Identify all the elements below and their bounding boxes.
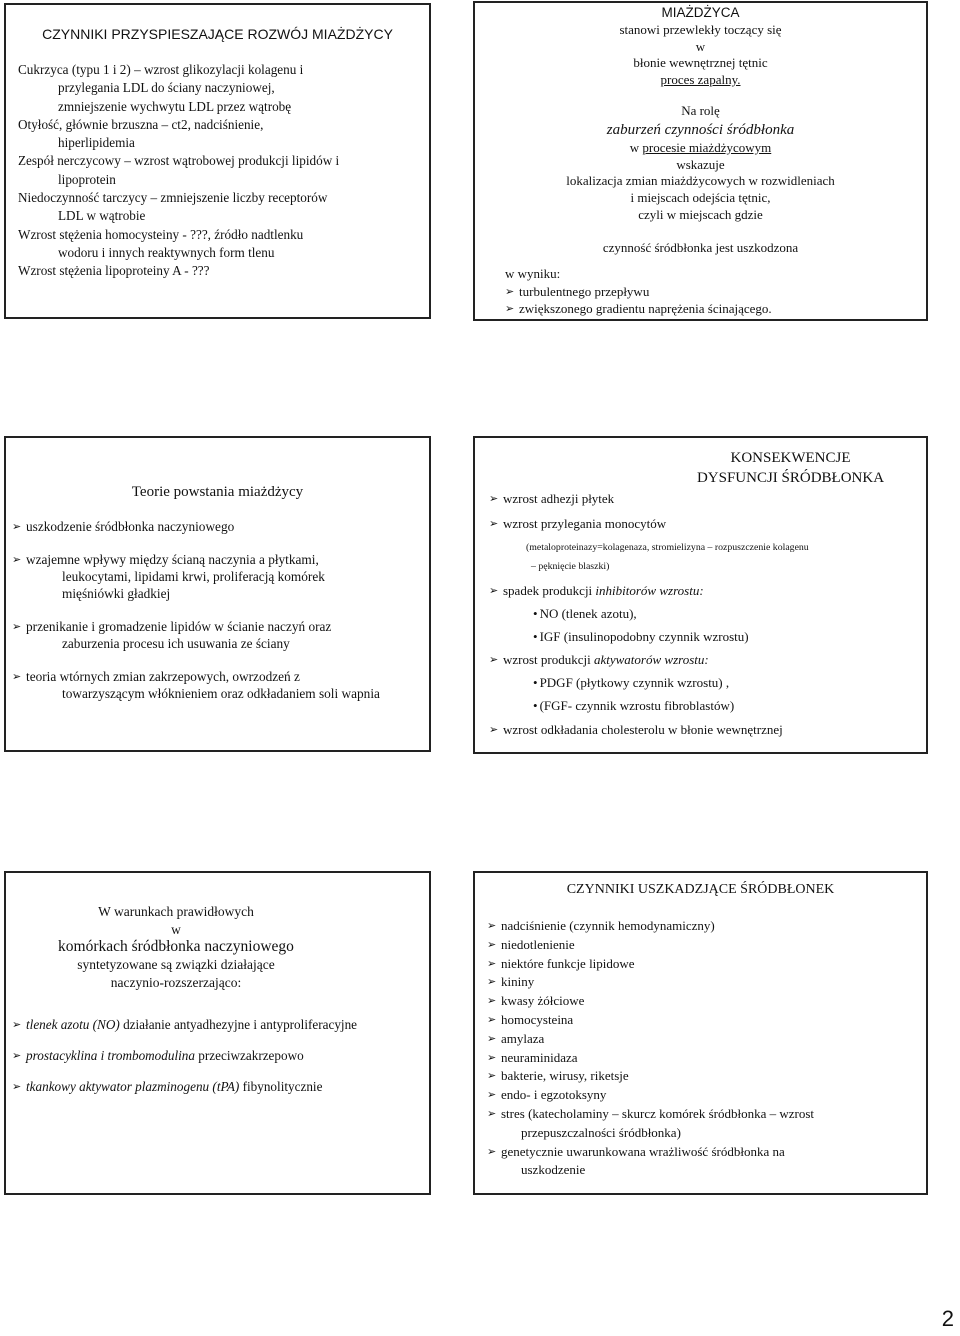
factor-text: uszkodzenie — [521, 1162, 586, 1178]
text-line: lokalizacja zmian miażdżycowych w rozwidleniach — [566, 173, 835, 189]
text-line: w procesie miażdżycowym — [629, 139, 772, 155]
consequence-item: ➢ wzrost adhezji płytek — [489, 490, 922, 508]
text-line: w — [695, 38, 706, 54]
compound-effect: działanie antyadhezyjne i antyproliferacyjne — [119, 1017, 358, 1032]
theory-text: towarzyszącym włóknieniem oraz odkładaniem soli wapnia — [62, 686, 380, 701]
compound-list — [12, 1016, 427, 1109]
risk-factor-line: Zespół nerczycowy – wzrost wątrobowej produkcji lipidów i — [18, 153, 340, 169]
factor-text: ➢ niektóre funkcje lipidowe — [501, 955, 635, 971]
factor-text: ➢ nadciśnienie (czynnik hemodynamiczny) — [501, 918, 715, 933]
note-line: – pęknięcie blaszki) — [531, 561, 610, 572]
risk-factor-line: lipoprotein — [58, 171, 116, 187]
risk-factor-line: Wzrost stężenia lipoproteiny A - ??? — [18, 263, 210, 279]
text-line: proces zapalny. — [660, 72, 741, 88]
factor-text: ➢ bakterie, wirusy, riketsje — [501, 1068, 629, 1084]
factor-text: ➢ homocysteina — [501, 1011, 574, 1027]
damaging-factor-item — [487, 1105, 922, 1143]
damaging-factor-item — [487, 936, 922, 955]
risk-factor-line: Wzrost stężenia homocysteiny - ???, źródło nadtlenku — [18, 226, 304, 242]
damaging-factor-item — [487, 1030, 922, 1049]
theory-text: ➢ uszkodzenie śródbłonka naczyniowego — [26, 519, 235, 534]
slide-title: KONSEKWENCJE — [730, 450, 851, 466]
slide-title: Teorie powstania miażdżycy — [131, 484, 304, 500]
text-line: w wyniku: — [505, 266, 561, 281]
sub-item: • IGF (insulinopodobny czynnik wzrostu) — [489, 628, 922, 646]
factor-text: ➢ kwasy żółciowe — [501, 993, 585, 1009]
damaging-factor-item — [487, 917, 922, 936]
slide-title: MIAŻDŻYCA — [661, 5, 740, 20]
factor-text: ➢ endo- i egzotoksyny — [501, 1087, 607, 1103]
page-number: 2 — [941, 1306, 954, 1331]
risk-factor-list — [18, 61, 423, 281]
theory-text: leukocytami, lipidami krwi, proliferacją komórek — [62, 569, 325, 584]
text-line: W warunkach prawidłowych — [98, 904, 254, 919]
text-line: Na rolę — [681, 102, 720, 118]
consequence-item: ➢ wzrost produkcji aktywatorów wzrostu: — [489, 651, 922, 669]
theory-text: ➢ przenikanie i gromadzenie lipidów w ścianie naczyń oraz — [26, 619, 332, 634]
slide-atherosclerosis-definition — [473, 1, 928, 321]
theory-text: ➢ teoria wtórnych zmian zakrzepowych, owrzodzeń z — [26, 669, 300, 684]
theory-list — [12, 518, 425, 718]
factor-text: ➢ neuraminidaza — [501, 1049, 578, 1065]
damaging-factor-item — [487, 1049, 922, 1068]
compound-name: prostacyklina i trombomodulina — [26, 1048, 195, 1063]
cause-item: ➢ turbulentnego przepływu — [505, 283, 922, 301]
theory-item — [12, 668, 425, 702]
damaging-factor-item — [487, 1143, 922, 1181]
compound-item — [12, 1078, 427, 1096]
slide-atherosclerosis-risk-factors — [4, 3, 431, 319]
consequence-item: ➢ wzrost odkładania cholesterolu w błonie wewnętrznej — [489, 721, 922, 739]
slide-normal-conditions — [4, 871, 431, 1195]
compound-name: tkankowy aktywator plazminogenu (tPA) — [26, 1079, 240, 1094]
note-line: (metaloproteinazy=kolagenaza, stromielizyna – rozpuszczenie kolagenu — [526, 542, 809, 553]
compound-effect: przeciwzakrzepowo — [194, 1048, 304, 1063]
theory-text: ➢ wzajemne wpływy między ścianą naczynia a płytkami, — [26, 552, 319, 567]
text-line-emphasis: zaburzeń czynności śródbłonka — [606, 121, 795, 138]
text-line: syntetyzowane są związki działające — [77, 957, 275, 972]
theory-item — [12, 518, 425, 535]
text-line: błonie wewnętrznej tętnic — [633, 55, 768, 71]
risk-factor-line: przylegania LDL do ściany naczyniowej, — [58, 80, 275, 96]
compound-item — [12, 1016, 427, 1034]
risk-factor-line: Niedoczynność tarczycy – zmniejszenie liczby receptorów — [18, 190, 328, 206]
damaging-factor-item — [487, 1086, 922, 1105]
text-line: naczynio-rozszerzająco: — [110, 974, 242, 990]
damaging-factor-list — [487, 917, 922, 1180]
text-line: i miejscach odejścia tętnic, — [630, 190, 771, 206]
factor-text: ➢ niedotlenienie — [501, 936, 575, 952]
slide-theories — [4, 436, 431, 752]
risk-factor-line: hiperlipidemia — [58, 135, 135, 151]
factor-text: przepuszczalności śródbłonka) — [521, 1124, 681, 1140]
slide-subtitle: DYSFUNCJI ŚRÓDBŁONKA — [696, 470, 885, 486]
cause-item: ➢ zwiększonego gradientu naprężenia ścinającego. — [505, 300, 922, 318]
damaging-factor-item — [487, 992, 922, 1011]
text-line: stanowi przewlekły toczący się — [619, 21, 782, 37]
cause-list — [505, 283, 922, 318]
consequence-item: ➢ spadek produkcji inhibitorów wzrostu: — [489, 582, 922, 600]
slide-consequences — [473, 436, 928, 754]
theory-text: zaburzenia procesu ich usuwania ze ściany — [62, 636, 290, 651]
slide-damaging-factors — [473, 871, 928, 1195]
damaging-factor-item — [487, 955, 922, 974]
text-line-emphasis: komórkach śródbłonka naczyniowego — [58, 938, 294, 955]
risk-factor-line: wodoru i innych reaktywnych form tlenu — [58, 244, 275, 260]
risk-factor-line: zmniejszenie wychwytu LDL przez wątrobę — [58, 98, 292, 114]
factor-text: ➢ genetycznie uwarunkowana wrażliwość śródbłonka na — [501, 1143, 785, 1159]
damaging-factor-item — [487, 1067, 922, 1086]
compound-name: tlenek azotu (NO) — [26, 1017, 120, 1032]
theory-item — [12, 618, 425, 652]
slide-title: CZYNNIKI PRZYSPIESZAJĄCE ROZWÓJ MIAŻDŻYCY — [42, 26, 393, 42]
sub-item: • NO (tlenek azotu), — [489, 605, 922, 623]
factor-text: ➢ amylaza — [501, 1030, 545, 1046]
consequence-item: ➢ wzrost przylegania monocytów — [489, 515, 922, 533]
risk-factor-line: Cukrzyca (typu 1 i 2) – wzrost glikozylacji kolagenu i — [18, 62, 304, 77]
risk-factor-line: LDL w wątrobie — [58, 208, 146, 224]
sub-item: • (FGF- czynnik wzrostu fibroblastów) — [489, 697, 922, 715]
text-line: czynność śródbłonka jest uszkodzona — [602, 239, 799, 255]
text-line: czyli w miejscach gdzie — [638, 206, 763, 222]
risk-factor-line: Otyłość, głównie brzuszna – ct2, nadciśnienie, — [18, 116, 264, 132]
factor-text: ➢ stres (katecholaminy – skurcz komórek śródbłonka – wzrost — [501, 1105, 815, 1121]
compound-item — [12, 1047, 427, 1065]
theory-item — [12, 551, 425, 602]
damaging-factor-item — [487, 973, 922, 992]
text-line: wskazuje — [676, 156, 725, 172]
damaging-factor-item — [487, 1011, 922, 1030]
theory-text: mięśniówki gładkiej — [62, 586, 171, 601]
factor-text: ➢ kininy — [501, 974, 535, 990]
sub-item: • PDGF (płytkowy czynnik wzrostu) , — [489, 674, 922, 692]
text-line: w — [171, 921, 181, 937]
compound-effect: fibynolitycznie — [239, 1079, 323, 1094]
slide-title: CZYNNIKI USZKADZJĄCE ŚRÓDBŁONEK — [566, 882, 835, 897]
